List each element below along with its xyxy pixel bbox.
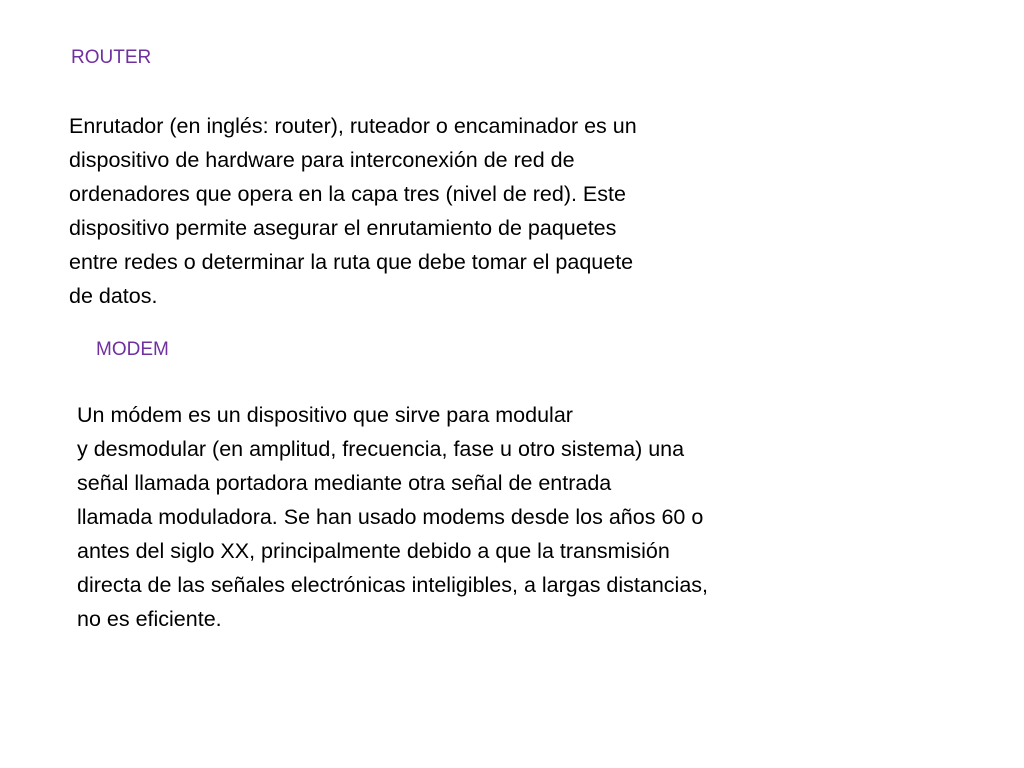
modem-description-line: directa de las señales electrónicas inteligibles, a largas distancias, <box>77 573 709 597</box>
router-description-line: de datos. <box>69 284 158 308</box>
modem-description <box>77 398 708 636</box>
modem-heading: MODEM <box>96 339 169 360</box>
modem-description-line: llamada moduladora. Se han usado modems desde los años 60 o <box>77 505 704 529</box>
modem-description-line: y desmodular (en amplitud, frecuencia, fase u otro sistema) una <box>77 437 685 461</box>
router-description-line: dispositivo permite asegurar el enrutamiento de paquetes <box>69 216 617 240</box>
router-description <box>69 109 637 313</box>
router-description-line: Enrutador (en inglés: router), ruteador o encaminador es un <box>69 114 637 138</box>
modem-description-line: Un módem es un dispositivo que sirve para modular <box>77 403 573 427</box>
router-heading: ROUTER <box>71 47 152 68</box>
modem-description-line: no es eficiente. <box>77 607 222 631</box>
router-description-line: ordenadores que opera en la capa tres (nivel de red). Este <box>69 182 626 206</box>
modem-description-line: antes del siglo XX, principalmente debido a que la transmisión <box>77 539 670 563</box>
modem-description-line: señal llamada portadora mediante otra señal de entrada <box>77 471 612 495</box>
router-description-line: entre redes o determinar la ruta que debe tomar el paquete <box>69 250 634 274</box>
router-description-line: dispositivo de hardware para interconexión de red de <box>69 148 575 172</box>
